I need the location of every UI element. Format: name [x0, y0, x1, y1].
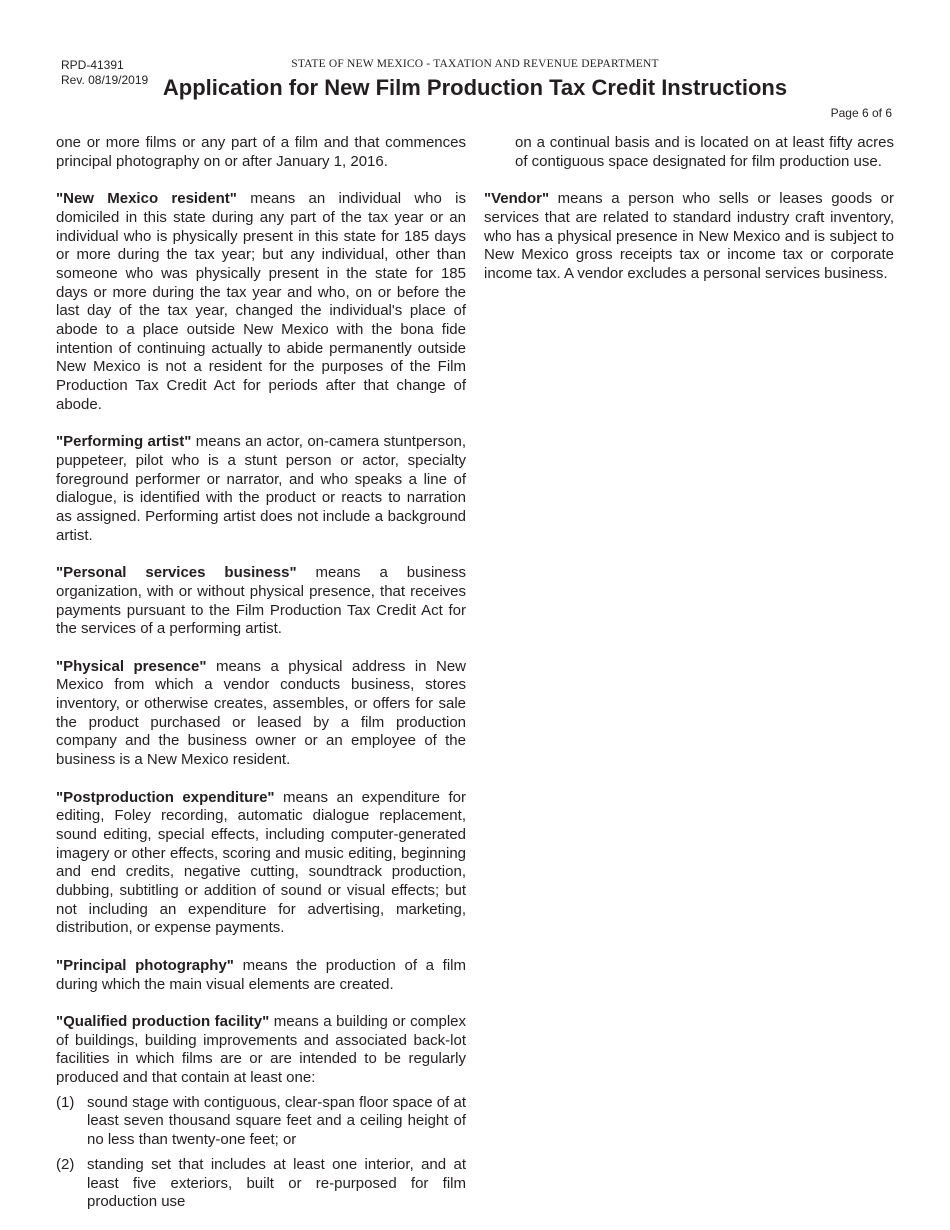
list-item	[56, 1156, 466, 1212]
term: "New Mexico resident"	[56, 190, 237, 208]
definition-text: means a building or complex of buildings, building improvements and associated back-lot facilities in which films are or are intended to be regularly produced and that contain at least one:	[56, 1012, 466, 1087]
list-number: (1)	[56, 1093, 75, 1111]
form-number: RPD-41391	[61, 58, 124, 72]
definition-postproduction-expenditure	[56, 789, 466, 939]
list-text: standing set that includes at least one interior, and at least five exteriors, built or re-purposed for film production use	[87, 1155, 466, 1211]
term: "Vendor"	[484, 190, 550, 208]
term: "Personal services business"	[56, 564, 297, 582]
definition-text: means a person who sells or leases goods or services that are related to standard industry craft inventory, who has a physical presence in New Mexico and is subject to New Mexico gross receipts tax or income tax or corporate income tax. A vendor excludes a personal services business.	[484, 190, 894, 282]
list-number: (2)	[56, 1155, 75, 1173]
list-item	[56, 1094, 466, 1150]
term: "Physical presence"	[56, 657, 207, 675]
definition-text: means an actor, on-camera stuntperson, puppeteer, pilot who is a stunt person or actor, specialty foreground performer or narrator, and who speaks a line of dialogue, is identified with the product or reacts to narration as assigned. Performing artist does not include a background artist.	[56, 433, 466, 544]
paragraph-text: one or more films or any part of a film and that commences principal photography on or after January 1, 2016.	[56, 134, 466, 170]
paragraph-text: on a continual basis and is located on at least fifty acres of contiguous space designated for film production use.	[515, 134, 894, 170]
definition-text: means a business organization, with or without physical presence, that receives payments pursuant to the Film Production Tax Credit Act for the services of a performing artist.	[56, 564, 466, 638]
definition-text: means a physical address in New Mexico from which a vendor conducts business, stores inventory, or otherwise creates, assembles, or offers for sale the product purchased or leased by a film production company and the business owner or an employee of the business is a New Mexico resident.	[56, 657, 467, 769]
definition-text: means an expenditure for editing, Foley recording, automatic dialogue replacement, sound editing, special effects, including computer-generated imagery or other effects, scoring and music editing, beginning and end credits, negative cutting, soundtrack production, dubbing, subtitling or addition of sound or visual effects; but not including an expenditure for advertising, marketing, distribution, or expense payments.	[56, 788, 466, 937]
continuation-paragraph	[56, 134, 466, 171]
right-column	[484, 134, 894, 302]
department-name: STATE OF NEW MEXICO - TAXATION AND REVENUE DEPARTMENT	[291, 58, 659, 70]
left-column	[56, 134, 466, 1218]
definition-text: means the production of a film during which the main visual elements are created.	[56, 956, 467, 993]
definition-personal-services-business	[56, 564, 466, 639]
definition-principal-photography	[56, 957, 466, 994]
definition-physical-presence	[56, 658, 466, 770]
definition-qualified-production-facility	[56, 1013, 466, 1088]
continuation-paragraph	[484, 134, 894, 171]
term: "Postproduction expenditure"	[56, 788, 275, 806]
term: "Performing artist"	[56, 433, 192, 451]
page-number: Page 6 of 6	[830, 106, 892, 120]
revision-date: Rev. 08/19/2019	[61, 73, 149, 87]
definition-text: means an individual who is domiciled in this state during any part of the tax year or an individual who is physically present in this state for 185 days or more during the tax year; but any individual, other than someone who was physically present in the state for 185 days or more during the tax year and who, on or before the last day of the tax year, changed the individual's place of abode to a place outside New Mexico with the bona fide intention of continuing actually to abide permanently outside New Mexico is not a resident for the purposes of the Film Production Tax Credit Act for periods after that change of abode.	[56, 190, 467, 413]
definition-vendor	[484, 190, 894, 284]
term: "Qualified production facility"	[56, 1012, 270, 1030]
form-id-block	[61, 58, 148, 88]
definition-new-mexico-resident	[56, 190, 466, 414]
definition-performing-artist	[56, 433, 466, 545]
document-title: Application for New Film Production Tax Credit Instructions	[162, 75, 788, 100]
term: "Principal photography"	[56, 956, 234, 974]
list-text: sound stage with contiguous, clear-span floor space of at least seven thousand square feet and a ceiling height of no less than twenty-one feet; or	[87, 1093, 466, 1149]
